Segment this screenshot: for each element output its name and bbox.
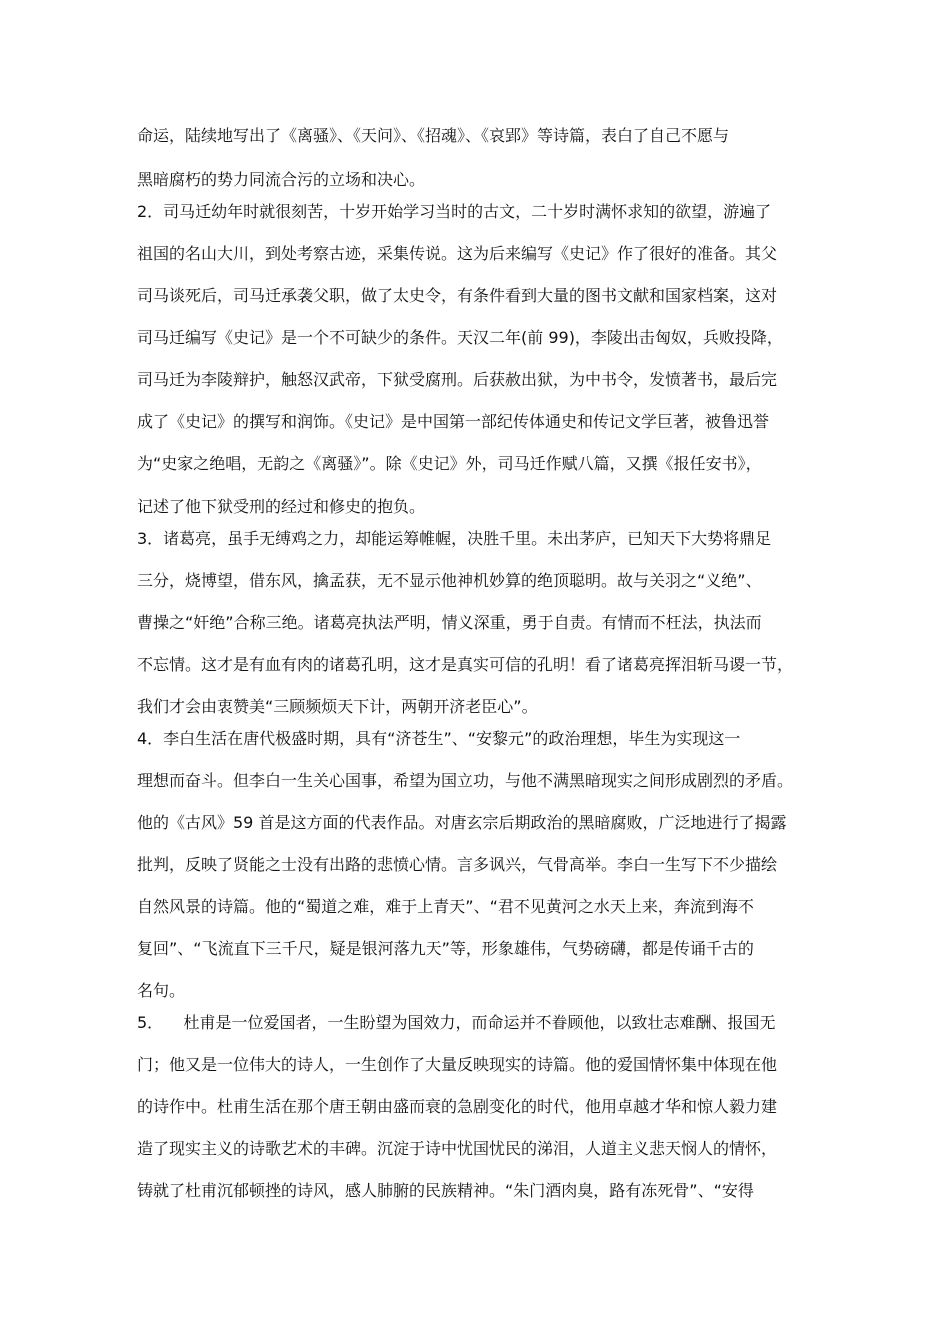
text-line: 造了现实主义的诗歌艺术的丰碑。沉淀于诗中忧国忧民的涕泪，人道主义悲天悯人的情怀， — [137, 1139, 778, 1158]
text-line: 记述了他下狱受刑的经过和修史的抱负。 — [137, 497, 426, 516]
text-line: 司马迁编写《史记》是一个不可缺少的条件。天汉二年(前 99)，李陵出击匈奴，兵败投降， — [137, 328, 783, 347]
text-line: 三分，烧博望，借东风，擒孟获，无不显示他神机妙算的绝顶聪明。故与关羽之“义绝”、 — [137, 571, 762, 590]
text-line: 门；他又是一位伟大的诗人，一生创作了大量反映现实的诗篇。他的爱国情怀集中体现在他 — [137, 1055, 778, 1074]
text-line: 5． 杜甫是一位爱国者，一生盼望为国效力，而命运并不眷顾他，以致壮志难酬、报国无 — [137, 1013, 776, 1032]
text-line: 成了《史记》的撰写和润饰。《史记》是中国第一部纪传体通史和传记文学巨著，被鲁迅誉 — [137, 412, 770, 431]
text-line: 批判，反映了贤能之士没有出路的悲愤心情。言多讽兴，气骨高举。李白一生写下不少描绘 — [137, 855, 778, 874]
text-line: 的诗作中。杜甫生活在那个唐王朝由盛而衰的急剧变化的时代，他用卓越才华和惊人毅力建 — [137, 1097, 778, 1116]
text-line: 2．司马迁幼年时就很刻苦，十岁开始学习当时的古文，二十岁时满怀求知的欲望，游遍了 — [137, 202, 772, 221]
text-line: 理想而奋斗。但李白一生关心国事，希望为国立功，与他不满黑暗现实之间形成剧烈的矛盾。 — [137, 771, 794, 790]
text-line: 4．李白生活在唐代极盛时期，具有“济苍生”、“安黎元”的政治理想，毕生为实现这一 — [137, 729, 741, 748]
text-line: 曹操之“奸绝”合称三绝。诸葛亮执法严明，情义深重，勇于自责。有情而不枉法，执法而 — [137, 613, 762, 632]
text-line: 司马迁为李陵辩护，触怒汉武帝，下狱受腐刑。后获赦出狱，为中书令，发愤著书，最后完 — [137, 370, 778, 389]
text-line: 名句。 — [137, 981, 186, 1000]
text-line: 自然风景的诗篇。他的“蜀道之难，难于上青天”、“君不见黄河之水天上来，奔流到海不 — [137, 897, 754, 916]
text-line: 黑暗腐朽的势力同流合污的立场和决心。 — [137, 170, 426, 189]
text-line: 为“史家之绝唱，无韵之《离骚》”。除《史记》外，司马迁作赋八篇，又撰《报任安书》， — [137, 454, 762, 473]
text-line: 复回”、“飞流直下三千尺，疑是银河落九天”等，形象雄伟，气势磅礴，都是传诵千古的 — [137, 939, 754, 958]
text-line: 他的《古风》59 首是这方面的代表作品。对唐玄宗后期政治的黑暗腐败，广泛地进行了揭露 — [137, 813, 787, 832]
text-line: 祖国的名山大川，到处考察古迹，采集传说。这为后来编写《史记》作了很好的准备。其父 — [137, 244, 778, 263]
text-line: 3．诸葛亮，虽手无缚鸡之力，却能运筹帷幄，决胜千里。未出茅庐，已知天下大势将鼎足 — [137, 529, 772, 548]
text-line: 司马谈死后，司马迁承袭父职，做了太史令，有条件看到大量的图书文献和国家档案，这对 — [137, 286, 778, 305]
text-line: 我们才会由衷赞美“三顾频烦天下计，两朝开济老臣心”。 — [137, 697, 538, 716]
text-line: 命运，陆续地写出了《离骚》、《天问》、《招魂》、《哀郢》等诗篇，表白了自己不愿与 — [137, 126, 730, 145]
text-line: 不忘情。这才是有血有肉的诸葛孔明，这才是真实可信的孔明！看了诸葛亮挥泪斩马谡一节， — [137, 655, 794, 674]
text-line: 铸就了杜甫沉郁顿挫的诗风，感人肺腑的民族精神。“朱门酒肉臭，路有冻死骨”、“安得 — [137, 1181, 754, 1200]
